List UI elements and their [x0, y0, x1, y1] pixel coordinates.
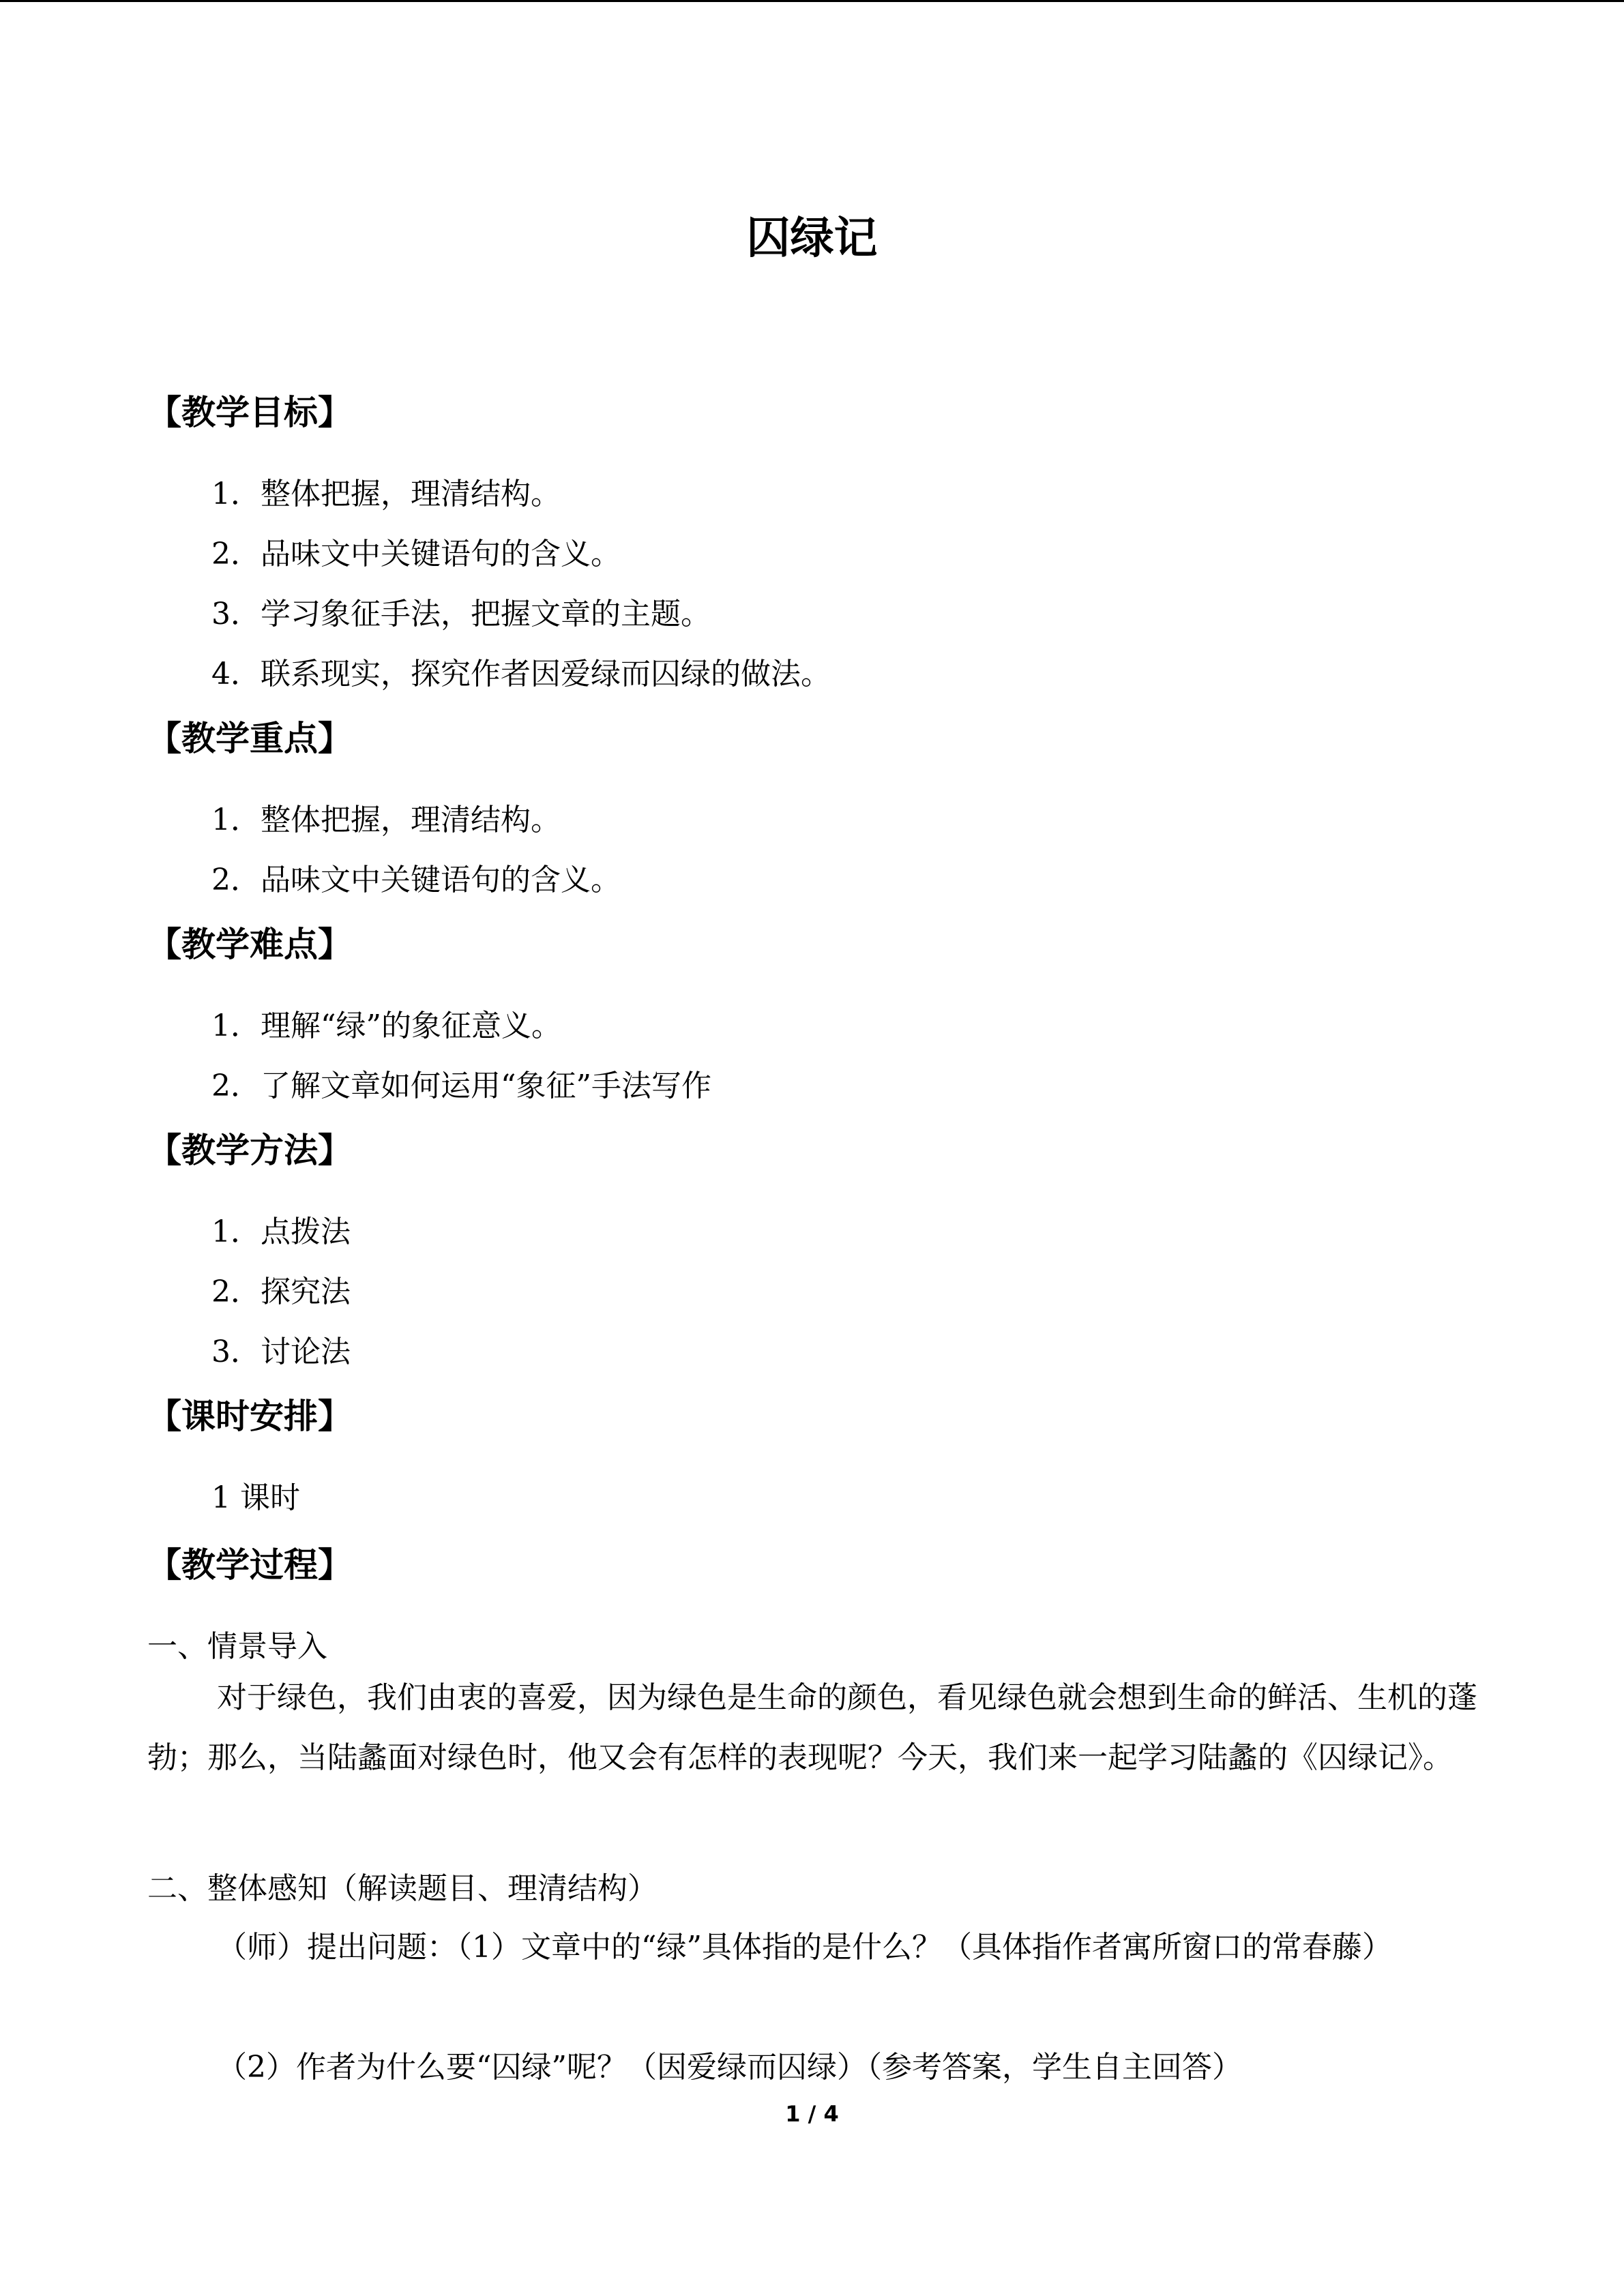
- difficulty-item-1: 1．理解“绿”的象征意义。: [211, 1009, 561, 1043]
- process-step2-question1: （师）提出问题：（1）文章中的“绿”具体指的是什么？（具体指作者寓所窗口的常春藤）: [217, 1930, 1392, 1965]
- objective-item-1: 1．整体把握，理清结构。: [211, 477, 561, 511]
- objective-item-2: 2．品味文中关键语句的含义。: [211, 537, 621, 571]
- page-number: 1 / 4: [785, 2101, 839, 2127]
- heading-key-points: 【教学重点】: [147, 719, 352, 758]
- schedule-item-1: 1 课时: [211, 1480, 300, 1515]
- method-item-2: 2．探究法: [211, 1274, 351, 1309]
- process-step1-title: 一、情景导入: [147, 1629, 327, 1664]
- heading-objectives: 【教学目标】: [147, 393, 352, 432]
- process-step1-text: 对于绿色，我们由衷的喜爱，因为绿色是生命的颜色，看见绿色就会想到生命的鲜活、生机的蓬勃；那么，当陆蠡面对绿色时，他又会有怎样的表现呢？今天，我们来一起学习陆蠡的《囚绿记》。: [147, 1680, 1477, 1775]
- page-top-rule: [0, 0, 1624, 2]
- objective-item-4: 4．联系现实，探究作者因爱绿而囚绿的做法。: [211, 657, 831, 691]
- method-item-1: 1．点拨法: [211, 1214, 351, 1249]
- key-point-item-2: 2．品味文中关键语句的含义。: [211, 863, 621, 897]
- method-item-3: 3．讨论法: [211, 1335, 351, 1369]
- heading-difficulties: 【教学难点】: [147, 925, 352, 964]
- heading-process: 【教学过程】: [147, 1545, 352, 1585]
- objective-item-3: 3．学习象征手法，把握文章的主题。: [211, 597, 711, 631]
- difficulty-item-2: 2．了解文章如何运用“象征”手法写作: [211, 1069, 711, 1103]
- heading-methods: 【教学方法】: [147, 1131, 352, 1170]
- document-title: 囚绿记: [746, 213, 878, 264]
- process-step2-title: 二、整体感知（解读题目、理清结构）: [147, 1871, 658, 1906]
- heading-schedule: 【课时安排】: [147, 1397, 352, 1436]
- key-point-item-1: 1．整体把握，理清结构。: [211, 803, 561, 837]
- process-step2-question2: （2）作者为什么要“囚绿”呢？（因爱绿而囚绿）（参考答案，学生自主回答）: [217, 2050, 1242, 2085]
